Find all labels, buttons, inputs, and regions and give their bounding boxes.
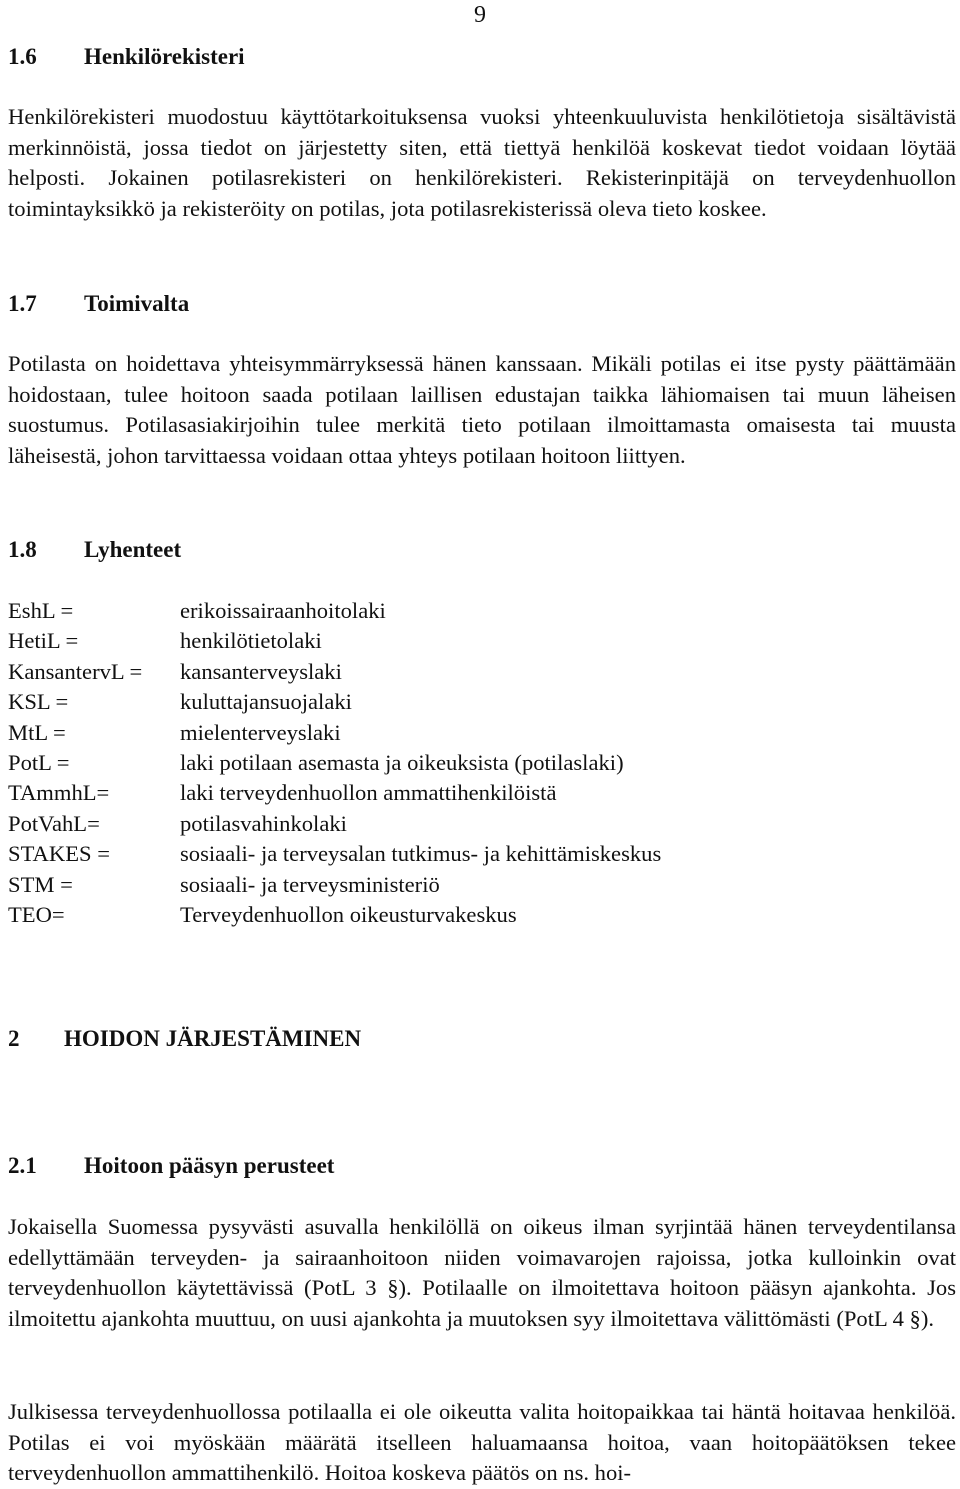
abbreviation-row <box>8 870 661 900</box>
abbreviation-row <box>8 687 661 717</box>
section-title: Lyhenteet <box>84 537 182 562</box>
abbreviation-key: TEO= <box>8 901 65 927</box>
paragraph-toimivalta: Potilasta on hoidettava yhteisymmärryksessä hänen kanssaan. Mikäli potilas ei itse pysty päättämään hoidostaan, tulee hoitoon saada potilaan laillisen edustajan taikka lähiomaisen tai muun läheisen suostumus. Potilasasiakirjoihin tulee merkitä tieto potilaan ilmoittamasta omaisesta tai muusta läheisestä, johon tarvittaessa voidaan ottaa yhteys potilaan hoitoon liittyen. <box>8 351 956 468</box>
abbreviation-value: mielenterveyslaki <box>180 719 341 745</box>
paragraph-julkinen-terveydenhuolto: Julkisessa terveydenhuollossa potilaalla ei ole oikeutta valita hoitopaikkaa tai häntä hoitavaa henkilöä. Potilas ei voi myöskään määrätä itselleen haluamaansa hoitoa, vaan hoitopäätöksen tekee terveydenhuollon ammattihenkilö. Hoitoa koskeva päätös on ns. hoi- <box>8 1399 956 1486</box>
abbreviation-row <box>8 839 661 869</box>
abbreviation-key: STAKES = <box>8 841 110 867</box>
abbreviation-value: henkilötietolaki <box>180 628 322 654</box>
paragraph-henkilorekisteri: Henkilörekisteri muodostuu käyttötarkoituksensa vuoksi yhteenkuuluvista henkilötietoja sisältävistä merkinnöistä, jossa tiedot on järjestetty siten, että tiettyä henkilöä koskevat tiedot voidaan löytää helposti. Jokainen potilasrekisteri on henkilörekisteri. Rekisterinpitäjä on terveydenhuollon toimintayksikkö ja rekisteröity on potilas, jota potilasrekisterissä oleva tieto koskee. <box>8 104 956 221</box>
page-number: 9 <box>474 2 486 28</box>
abbreviation-row <box>8 809 661 839</box>
chapter-number: 2 <box>8 1026 20 1051</box>
section-heading-1-8 <box>8 535 181 565</box>
paragraph-hoitoon-paasy: Jokaisella Suomessa pysyvästi asuvalla henkilöllä on oikeus ilman syrjintää hänen terveydentilansa edellyttämään terveyden- ja sairaanhoitoon niiden voimavarojen rajoissa, jotka kulloinkin ovat terveydenhuollon käytettävissä (PotL 3 §). Potilaalle on ilmoitettava hoitoon pääsyn ajankohta. Jos ilmoitettu ajankohta muuttuu, on uusi ajankohta ja muutoksen syy ilmoitettava välittömästi (PotL 4 §). <box>8 1214 956 1331</box>
abbreviation-key: STM = <box>8 871 73 897</box>
abbreviation-row <box>8 718 661 748</box>
abbreviation-key: KSL = <box>8 689 69 715</box>
abbreviation-key: TAmmhL= <box>8 780 110 806</box>
abbreviation-value: Terveydenhuollon oikeusturvakeskus <box>180 901 517 927</box>
abbreviation-key: PotL = <box>8 749 70 775</box>
abbreviation-row <box>8 778 661 808</box>
abbreviation-value: potilasvahinkolaki <box>180 810 347 836</box>
abbreviation-value: kansanterveyslaki <box>180 658 342 684</box>
abbreviation-row <box>8 596 661 626</box>
section-heading-1-7 <box>8 289 189 319</box>
chapter-title: HOIDON JÄRJESTÄMINEN <box>64 1026 362 1051</box>
section-heading-2-1 <box>8 1151 334 1181</box>
abbreviation-key: EshL = <box>8 598 74 623</box>
abbreviation-value: sosiaali- ja terveysalan tutkimus- ja kehittämiskeskus <box>180 841 662 867</box>
abbreviation-row <box>8 900 661 930</box>
section-heading-1-6 <box>8 42 245 72</box>
chapter-heading-2 <box>8 1024 361 1054</box>
abbreviation-row <box>8 657 661 687</box>
section-number: 1.6 <box>8 44 37 69</box>
abbreviation-key: PotVahL= <box>8 810 100 836</box>
abbreviation-key: MtL = <box>8 719 66 745</box>
abbreviation-value: laki terveydenhuollon ammattihenkilöistä <box>180 780 557 806</box>
abbreviation-value: laki potilaan asemasta ja oikeuksista (potilaslaki) <box>180 749 624 775</box>
section-number: 2.1 <box>8 1153 37 1178</box>
abbreviation-value: sosiaali- ja terveysministeriö <box>180 871 440 897</box>
section-title: Henkilörekisteri <box>84 44 245 69</box>
abbreviation-key: HetiL = <box>8 628 79 654</box>
abbreviation-row <box>8 626 661 656</box>
section-number: 1.8 <box>8 537 37 562</box>
abbreviation-list <box>8 596 661 930</box>
section-number: 1.7 <box>8 291 37 316</box>
abbreviation-value: kuluttajansuojalaki <box>180 689 352 715</box>
abbreviation-value: erikoissairaanhoitolaki <box>180 598 386 623</box>
section-title: Toimivalta <box>84 291 190 316</box>
abbreviation-row <box>8 748 661 778</box>
section-title: Hoitoon pääsyn perusteet <box>84 1153 335 1178</box>
abbreviation-key: KansantervL = <box>8 658 143 684</box>
